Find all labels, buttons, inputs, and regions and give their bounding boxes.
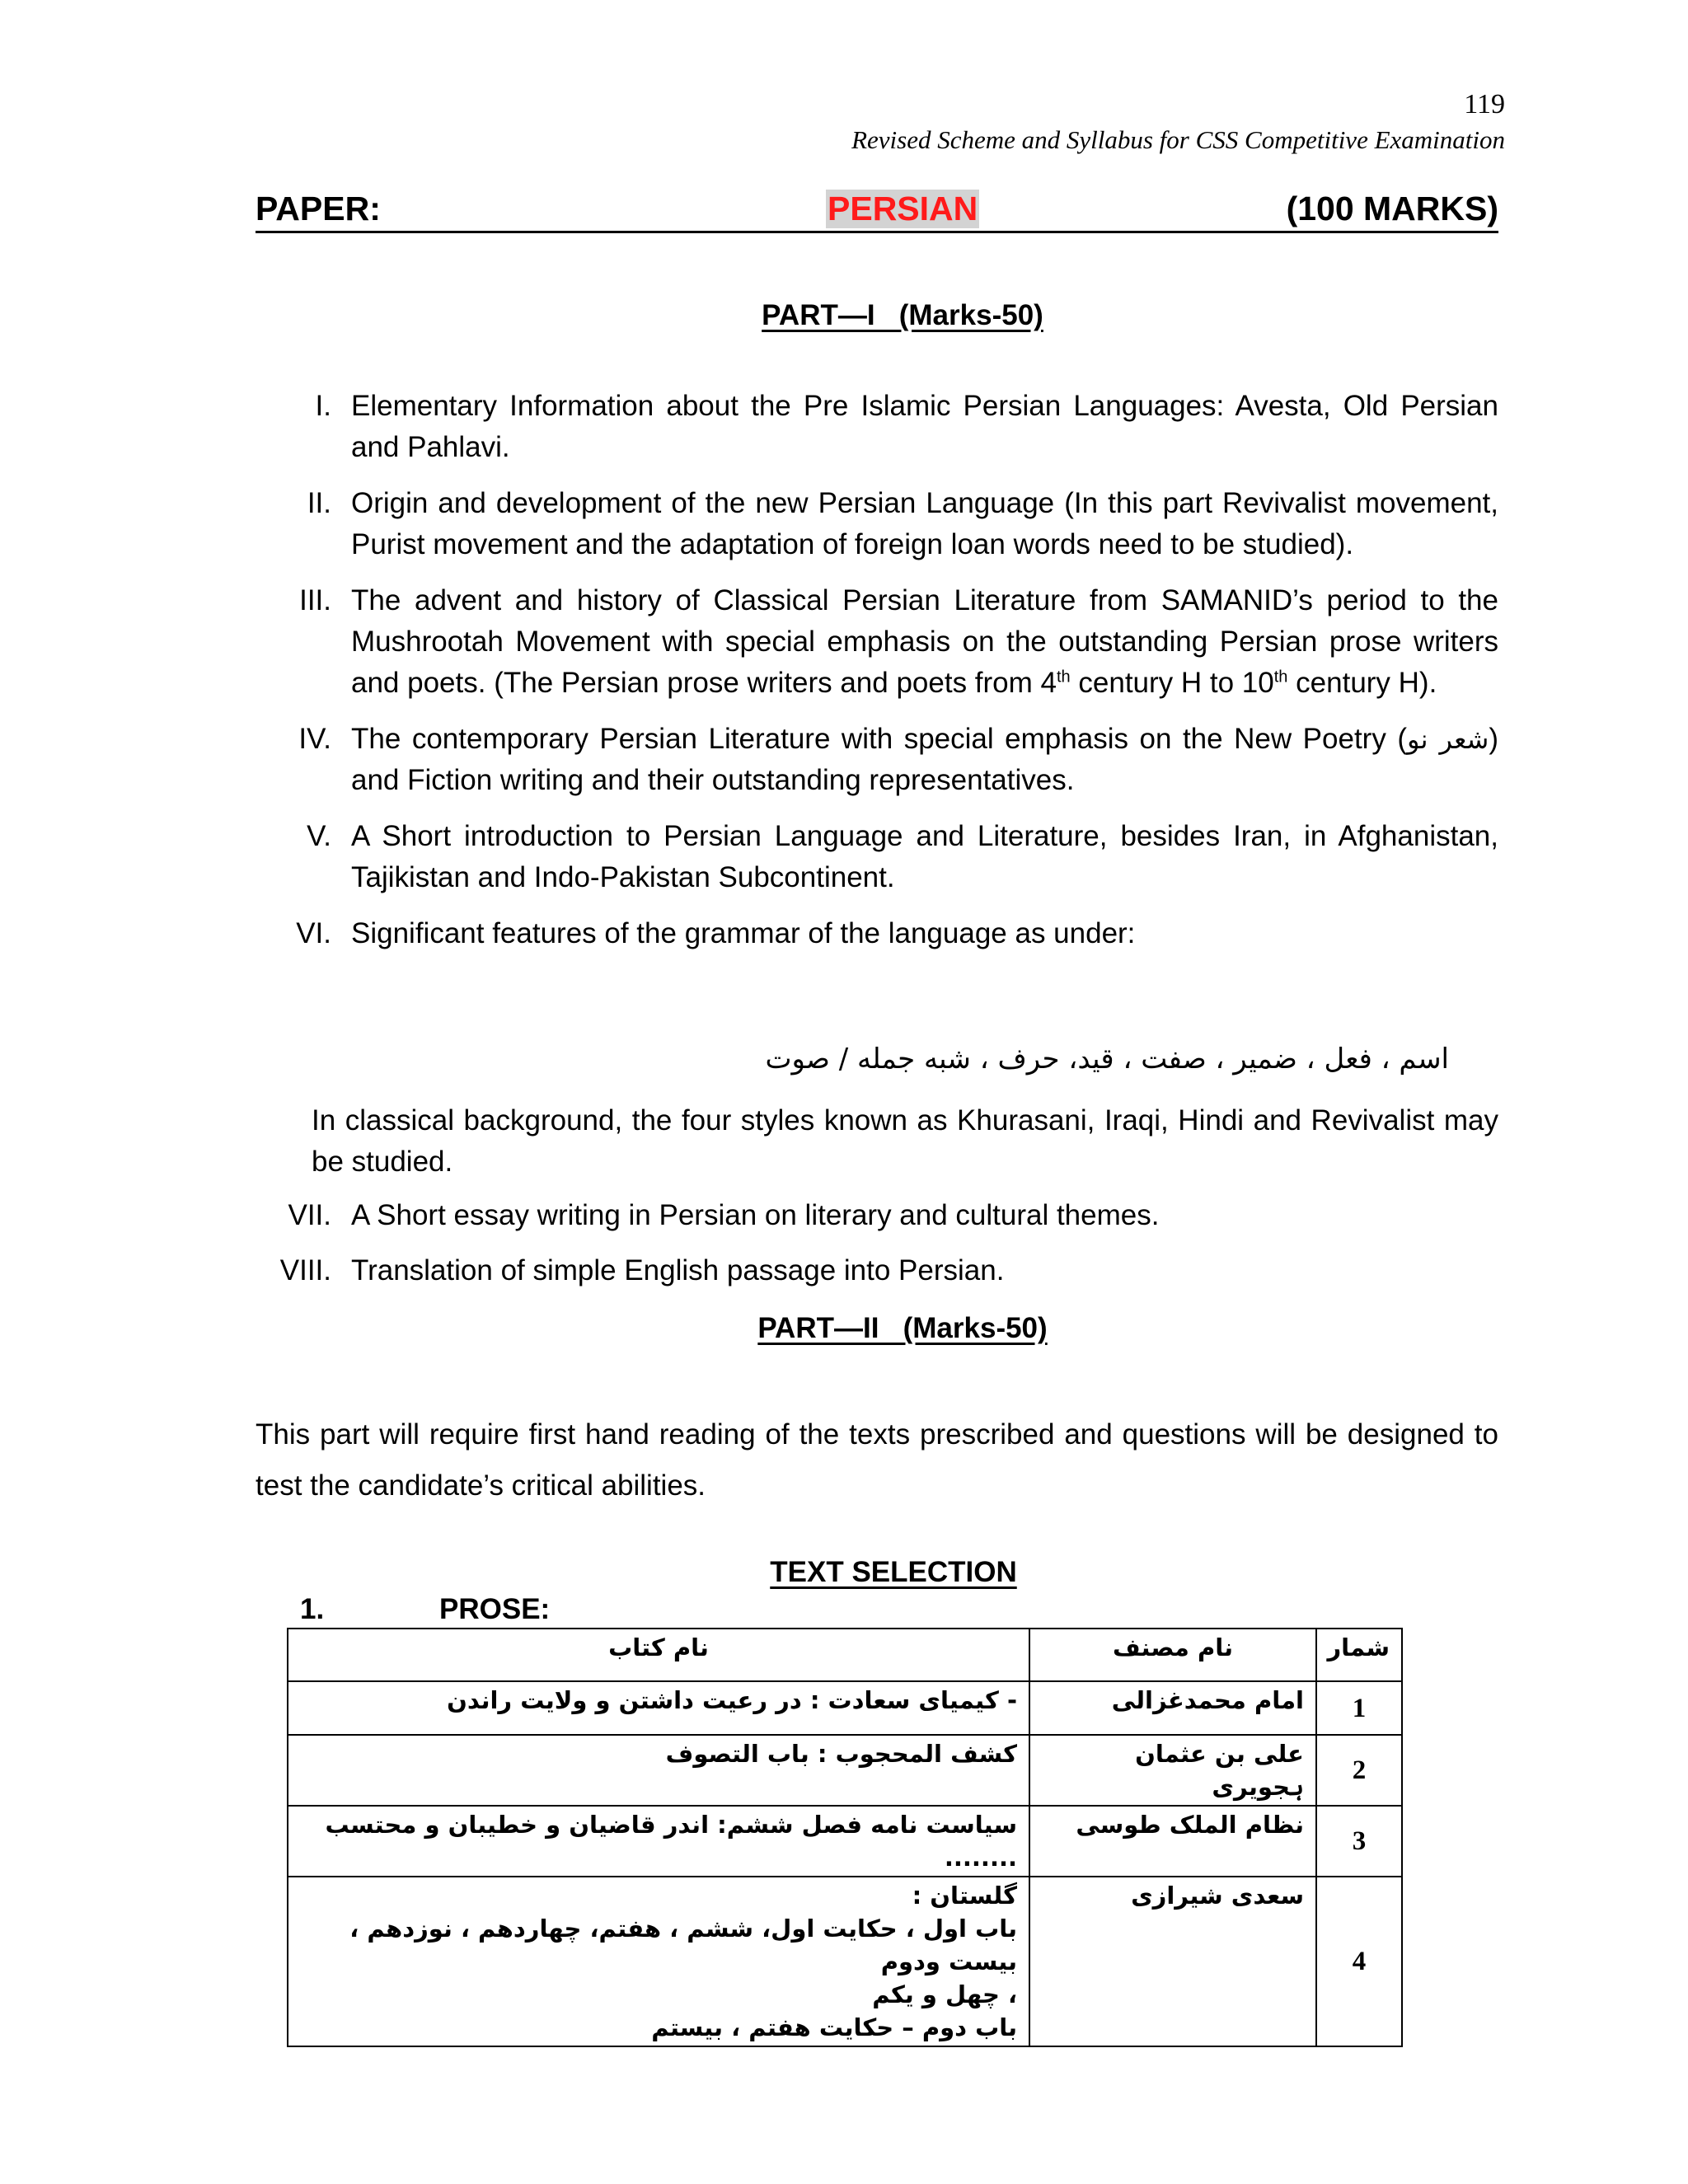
item-text	[351, 719, 1498, 801]
syllabus-item	[247, 386, 1498, 468]
item-text: A Short introduction to Persian Language and Literature, besides Iran, in Afghanistan, Tajikistan and Indo-Pakistan Subcontinent.	[351, 820, 1498, 893]
syllabus-list	[247, 386, 1498, 969]
item-text: Translation of simple English passage into Persian.	[351, 1254, 1005, 1286]
syllabus-item	[247, 719, 1498, 801]
classical-styles-note: In classical background, the four styles known as Khurasani, Iraqi, Hindi and Revivalist may be studied.	[312, 1104, 1498, 1178]
row-book	[288, 1877, 1029, 2046]
row-book: - کیمیای سعادت : در رعیت داشتن و ولایت راندن	[288, 1681, 1029, 1735]
table-header-row	[288, 1629, 1402, 1681]
paper-title-rule	[256, 231, 1498, 233]
prose-text-table	[287, 1628, 1403, 2047]
row-number: 3	[1316, 1806, 1402, 1877]
book-line: ، چهل و یکم	[872, 1980, 1017, 2008]
prose-section-number: 1.	[300, 1593, 325, 1625]
row-number: 2	[1316, 1735, 1402, 1806]
item-numeral: VII.	[288, 1199, 331, 1231]
item-text: A Short essay writing in Persian on literary and cultural themes.	[351, 1199, 1160, 1231]
book-line: باب دوم – حکایت هفتم ، بیستم	[651, 2013, 1017, 2041]
grammar-terms: اسم ، فعل ، ضمیر ، صفت ، قید، حرف ، شبه جمله / صوت	[765, 1043, 1449, 1076]
syllabus-item	[247, 483, 1498, 565]
running-header: Revised Scheme and Syllabus for CSS Competitive Examination	[851, 125, 1505, 154]
item-text: Elementary Information about the Pre Islamic Persian Languages: Avesta, Old Persian and Pahlavi.	[351, 390, 1498, 463]
item-numeral: II.	[307, 487, 331, 519]
row-book: کشف المحجوب : باب التصوف	[288, 1735, 1029, 1806]
book-line: باب اول ، حکایت اول، ششم ، هفتم، چهاردهم ، نوزدهم ، بیست ودوم	[349, 1915, 1017, 1975]
row-author: نظام الملک طوسی	[1029, 1806, 1316, 1877]
table-row	[288, 1806, 1402, 1877]
syllabus-item	[247, 913, 1498, 954]
item-numeral: VIII.	[279, 1254, 331, 1286]
header-book: نام کتاب	[288, 1629, 1029, 1681]
item-numeral: IV.	[298, 723, 331, 755]
page-number: 119	[1464, 89, 1505, 120]
syllabus-item	[247, 816, 1498, 898]
syllabus-item	[247, 1199, 1498, 1232]
item-numeral: VI.	[296, 917, 331, 949]
item-text-part: century H to 10	[1070, 667, 1274, 699]
paper-marks: (100 MARKS)	[1286, 190, 1498, 227]
row-book: سیاست نامه فصل ششم: اندر قاضیان و خطیبان و محتسب ........	[288, 1806, 1029, 1877]
row-number: 1	[1316, 1681, 1402, 1735]
syllabus-item	[247, 1254, 1498, 1287]
part-one-heading: PART—I (Marks-50)	[762, 299, 1043, 331]
item-text-part: ) and Fiction writing and their outstanding representatives.	[351, 723, 1499, 796]
persian-term: شعر نو	[1407, 724, 1489, 755]
part-two-intro: This part will require first hand reading of the texts prescribed and questions will be designed to test the candidate’s critical abilities.	[256, 1418, 1498, 1502]
item-numeral: V.	[307, 820, 331, 852]
item-numeral: I.	[315, 390, 331, 422]
item-text	[351, 580, 1498, 704]
text-selection-title: TEXT SELECTION	[770, 1556, 1017, 1588]
book-line: گلستان :	[912, 1882, 1017, 1910]
item-text-part: The advent and history of Classical Persian Literature from SAMANID’s period to the Mushrootah Movement with special emphasis on the outstanding Persian prose writers and poets. (The Persian prose writers and poets from 4	[351, 584, 1498, 699]
table-row	[288, 1735, 1402, 1806]
table-row	[288, 1681, 1402, 1735]
row-author: سعدی شیرازی	[1029, 1877, 1316, 2046]
item-numeral: III.	[299, 584, 331, 616]
ordinal-superscript: th	[1056, 668, 1071, 687]
row-number: 4	[1316, 1877, 1402, 2046]
part-two-heading: PART—II (Marks-50)	[757, 1312, 1048, 1344]
paper-label: PAPER:	[256, 190, 381, 227]
table-row	[288, 1877, 1402, 2046]
item-text: Significant features of the grammar of the language as under:	[351, 917, 1136, 949]
paper-subject: PERSIAN	[828, 190, 978, 227]
header-author: نام مصنف	[1029, 1629, 1316, 1681]
prose-section-label: PROSE:	[439, 1593, 551, 1625]
header-number: شمار	[1316, 1629, 1402, 1681]
row-author: علی بن عثمان ہجویری	[1029, 1735, 1316, 1806]
item-text-part: The contemporary Persian Literature with special emphasis on the New Poetry (	[351, 723, 1408, 755]
row-author: امام محمدغزالی	[1029, 1681, 1316, 1735]
item-text: Origin and development of the new Persian Language (In this part Revivalist movement, Purist movement and the adaptation of foreign loan words need to be studied).	[351, 487, 1498, 560]
item-text-part: century H).	[1287, 667, 1437, 699]
syllabus-item	[247, 580, 1498, 704]
ordinal-superscript: th	[1273, 668, 1288, 687]
